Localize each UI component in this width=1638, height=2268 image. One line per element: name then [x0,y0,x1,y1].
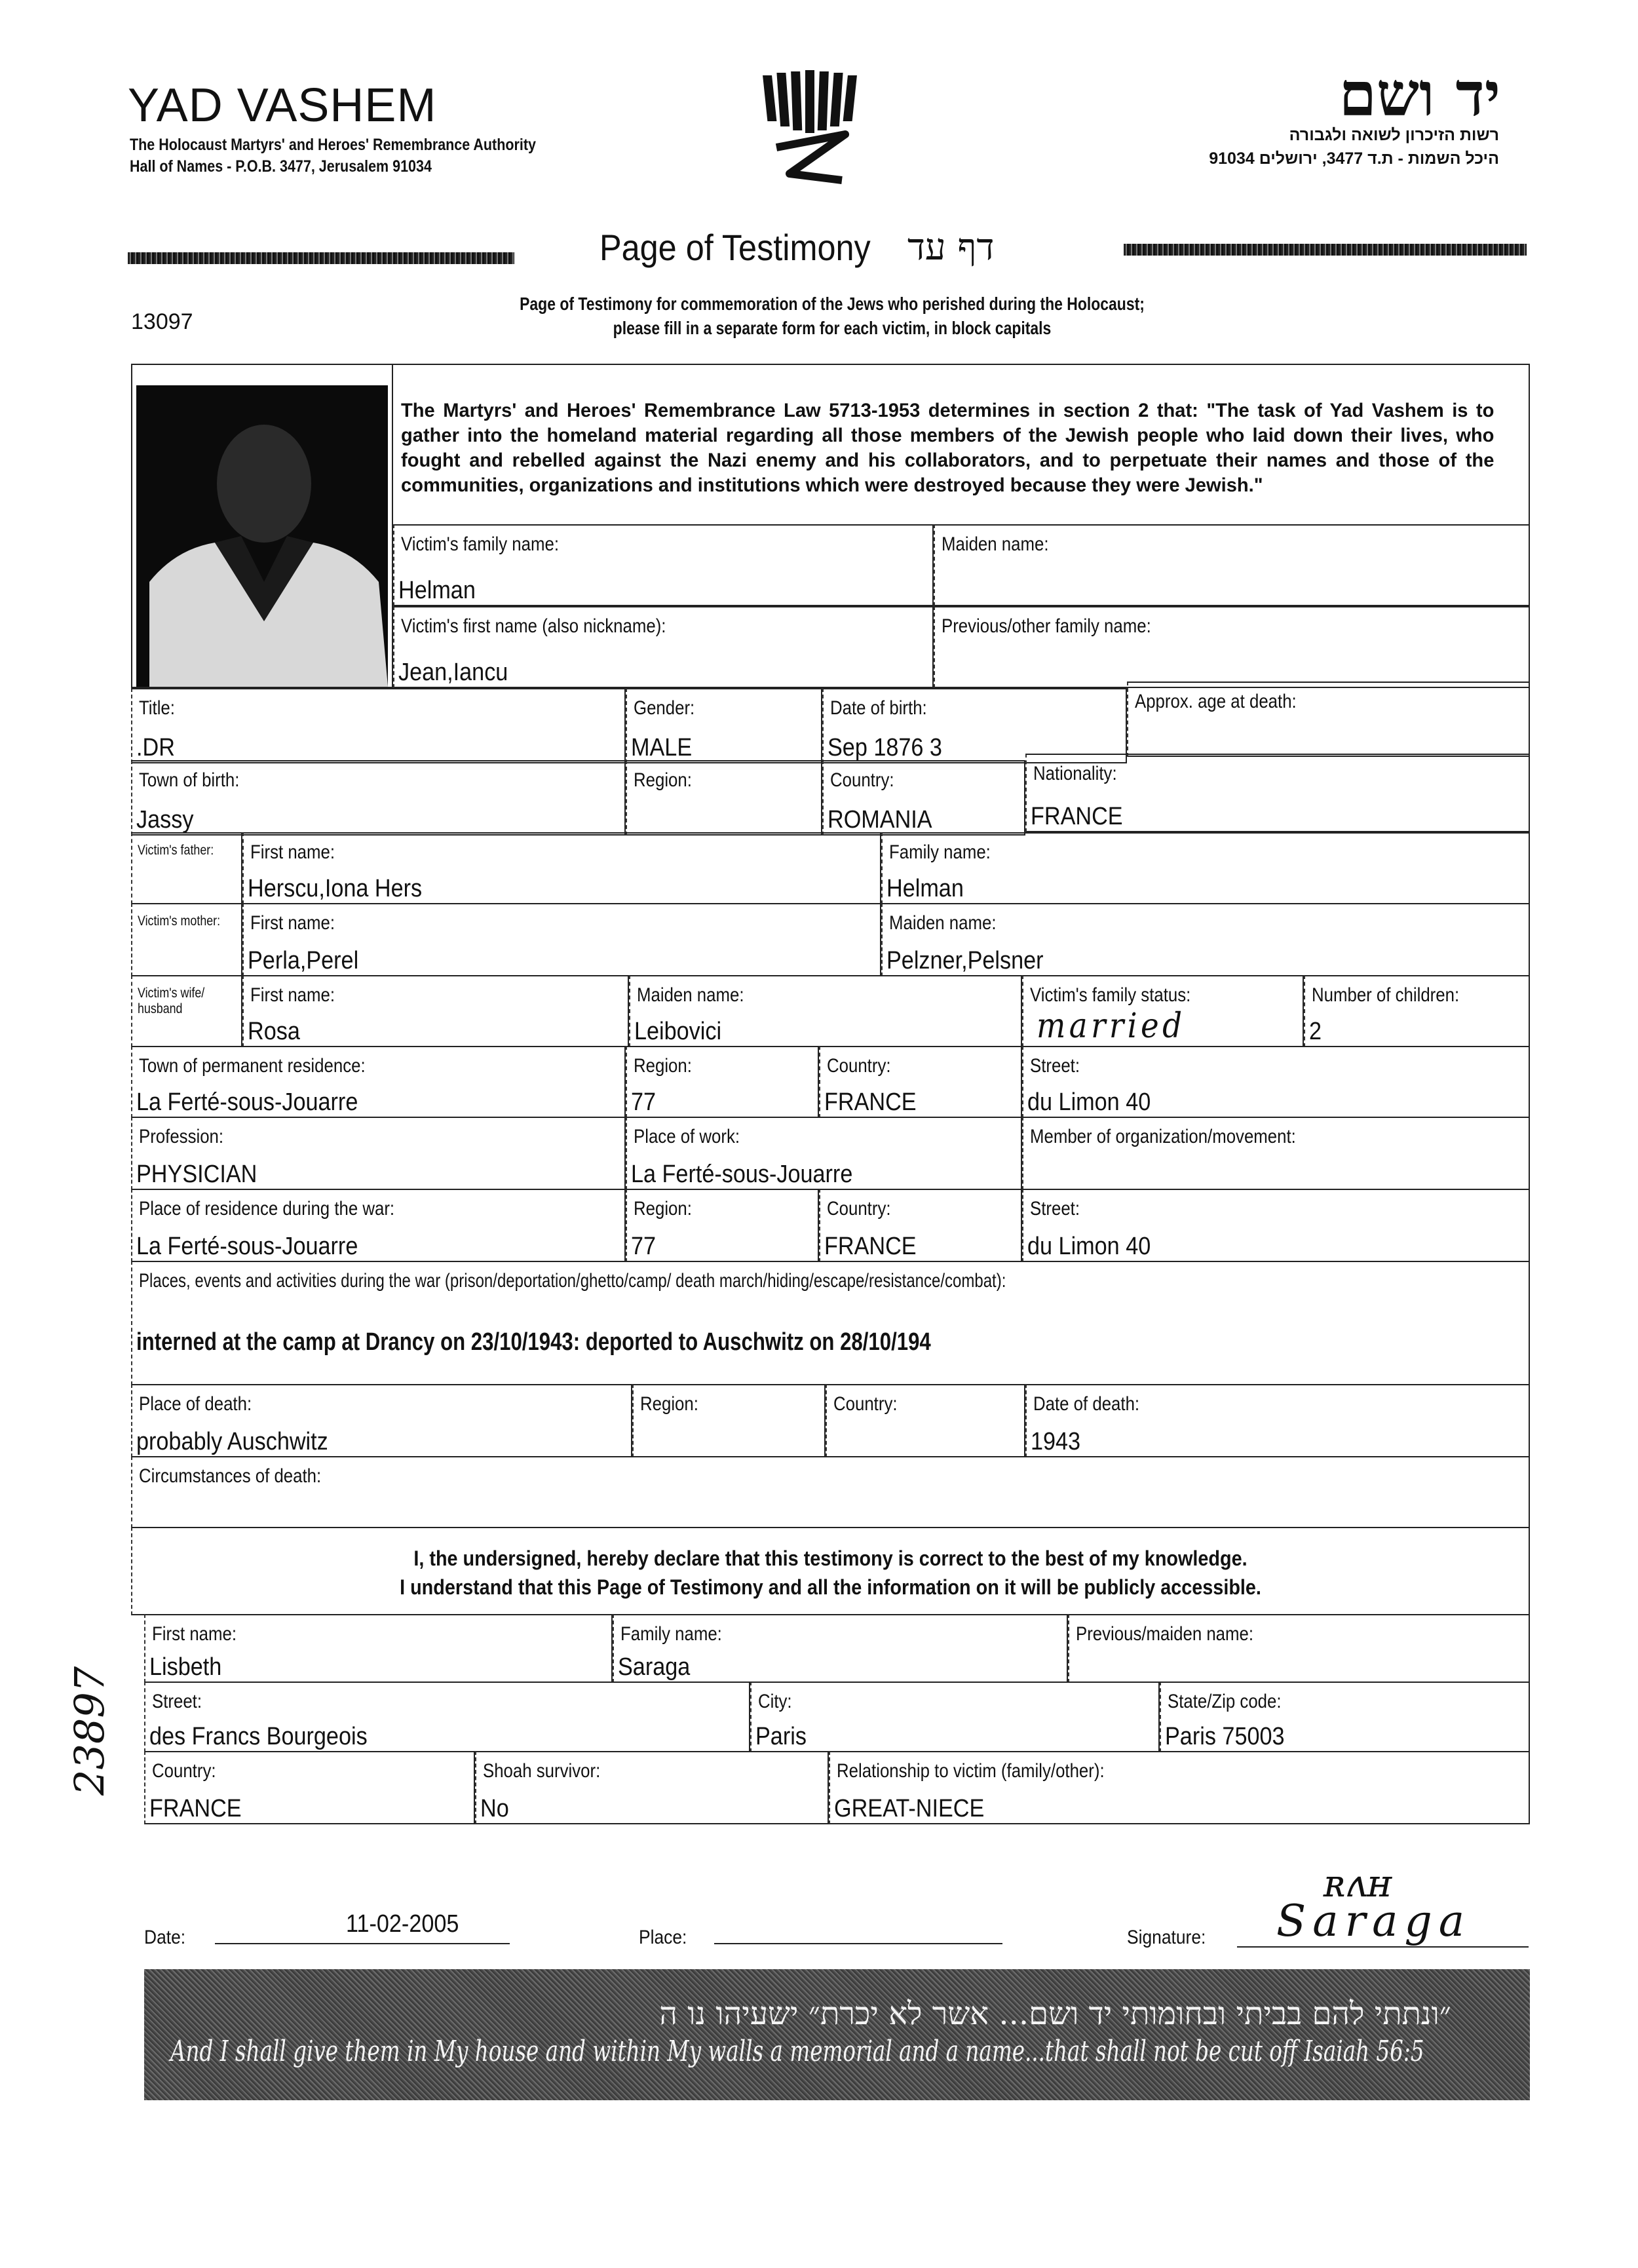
form-instructions-line1: Page of Testimony for commemoration of the Jews who perished during the Holocaust; [520,294,1145,314]
death-region-field[interactable] [632,1384,826,1457]
field-value: No [480,1795,509,1822]
field-label: Country: [833,1393,898,1415]
mother-first-name-field[interactable] [242,903,881,976]
spouse-side-label [131,975,242,1047]
place-label: Place: [639,1927,687,1948]
declaration-line2: I understand that this Page of Testimony and all the information on it will be publicly accessible. [400,1575,1261,1599]
field-value: FRANCE [1031,803,1123,830]
mother-maiden-name-field[interactable] [881,903,1530,976]
side-label: Victim's mother: [138,913,221,929]
field-value: FRANCE [824,1233,917,1260]
gender-field[interactable] [626,688,822,763]
field-label: Family name: [889,841,991,863]
field-label: Date of birth: [830,697,927,719]
field-label: Place of work: [634,1126,740,1147]
field-value: 77 [631,1233,657,1260]
field-value: .DR [136,734,175,761]
victim-family-name-field[interactable] [393,524,934,606]
war-residence-street-field[interactable] [1022,1189,1530,1262]
field-value: Saraga [618,1653,691,1681]
field-label: Country: [830,769,894,791]
field-label: Relationship to victim (family/other): [837,1760,1105,1782]
field-label: Victim's family name: [401,533,560,555]
signature-label: Signature: [1127,1927,1206,1948]
submitter-previous-name-field[interactable] [1068,1614,1530,1683]
approx-age-field[interactable] [1127,682,1530,757]
field-label: Region: [634,769,692,791]
field-value: Herscu,Iona Hers [248,875,423,902]
form-instructions-line2: please fill in a separate form for each victim, in block capitals [613,318,1052,338]
field-label: First name: [250,912,335,934]
mother-side-label [131,903,242,976]
field-label: Street: [1030,1055,1080,1077]
residence-town-field[interactable] [131,1046,626,1118]
side-label: Victim's wife/ husband [138,986,205,1016]
field-label: Nationality: [1033,763,1117,784]
field-label: Country: [827,1198,891,1220]
field-value: interned at the camp at Drancy on 23/10/1943: deported to Auschwitz on 28/10/194 [136,1328,931,1356]
field-label: Street: [1030,1198,1080,1220]
signature-annotation: ʀʌʜ [1324,1861,1393,1906]
place-of-death-field[interactable] [131,1384,632,1457]
father-first-name-field[interactable] [242,832,881,904]
field-label: Maiden name: [889,912,997,934]
victim-previous-name-field[interactable] [934,606,1530,688]
field-value: 77 [631,1088,657,1116]
circumstances-of-death-field[interactable] [131,1456,1530,1528]
field-label: First name: [250,841,335,863]
field-label: City: [758,1691,792,1712]
field-label: First name: [152,1623,237,1645]
page-title-hebrew: דף עד [907,226,995,269]
field-value: du Limon 40 [1027,1088,1151,1116]
submitter-first-name-field[interactable] [144,1614,613,1683]
org-name: YAD VASHEM [128,79,437,132]
field-value: Perla,Perel [248,947,359,974]
signature-value: Saraga [1276,1896,1472,1946]
field-value: Rosa [248,1018,300,1045]
birth-region-field[interactable] [626,760,822,836]
hebrew-org-address: היכל השמות - ת.ד 3477, ירושלים 91034 [1209,149,1499,168]
field-value: Paris [755,1723,807,1750]
field-value: Leibovici [634,1018,722,1045]
field-label: Region: [640,1393,698,1415]
field-label: Approx. age at death: [1135,691,1297,712]
place-of-work-field[interactable] [626,1117,1022,1190]
town-of-birth-field[interactable] [131,760,626,836]
org-address: Hall of Names - P.O.B. 3477, Jerusalem 91034 [130,157,432,176]
organization-field[interactable] [1022,1117,1530,1190]
war-residence-town-field[interactable] [131,1189,626,1262]
declaration-line1: I, the undersigned, hereby declare that this testimony is correct to the best of my knowledge. [413,1547,1248,1570]
footer-quote-band [144,1969,1530,2100]
footer-hebrew-quote: ״ונתתי להם בביתי ובחומותי יד ושם... אשר לא יכרת״ ישעיהו נו ה [659,1995,1451,2032]
war-events-field[interactable] [131,1261,1530,1385]
title-field[interactable] [131,688,626,763]
photo-frame [131,364,393,688]
field-value-handwritten: married [1037,1007,1186,1046]
family-status-field[interactable] [1022,975,1304,1047]
spouse-maiden-name-field[interactable] [629,975,1022,1047]
residence-region-field[interactable] [626,1046,819,1118]
nationality-field[interactable] [1025,754,1530,832]
field-label: Previous/other family name: [942,615,1151,637]
field-label: First name: [250,984,335,1006]
field-value: FRANCE [149,1795,242,1822]
field-value: des Francs Bourgeois [149,1723,368,1750]
field-label: Member of organization/movement: [1030,1126,1296,1147]
war-residence-country-field[interactable] [819,1189,1022,1262]
birth-country-field[interactable] [822,760,1025,836]
footer-english-quote: And I shall give them in My house and within My walls a memorial and a name...that shall not be cut off Isaiah 56:5 [170,2035,1424,2068]
field-value: La Ferté-sous-Jouarre [136,1088,358,1116]
field-value: 1943 [1031,1428,1081,1455]
date-value: 11-02-2005 [346,1910,459,1938]
death-country-field[interactable] [826,1384,1025,1457]
date-of-birth-field[interactable] [822,688,1127,763]
field-value: Helman [398,577,476,604]
field-value: Helman [886,875,964,902]
field-label: State/Zip code: [1168,1691,1282,1712]
law-citation-text: The Martyrs' and Heroes' Remembrance Law 5713-1953 determines in section 2 that: "The task of Yad Vashem is to gather into the homeland material regarding all those members of the Jewish people who laid down their lives, who fought and rebelled against the Nazi enemy and his collaborators, and to perpetuate their names and those of the communities, organizations and institutions which were destroyed because they were Jewish." [401,400,1495,496]
field-value: Lisbeth [149,1653,222,1681]
field-value: Jassy [136,806,194,834]
field-label: Victim's family status: [1030,984,1191,1006]
submitter-street-field[interactable] [144,1682,750,1752]
date-of-death-field[interactable] [1025,1384,1530,1457]
field-value: MALE [631,734,693,761]
date-field[interactable] [215,1910,510,1944]
relationship-field[interactable] [829,1751,1530,1824]
field-label: Shoah survivor: [483,1760,601,1782]
field-value: 2 [1309,1018,1322,1045]
menorah-logo-icon [750,69,868,187]
field-label: Places, events and activities during the war (prison/deportation/ghetto/camp/ death march/hiding/escape/resistance/combat): [139,1270,1006,1292]
submitter-country-field[interactable] [144,1751,475,1824]
date-label: Date: [144,1927,186,1948]
victim-maiden-name-field[interactable] [934,524,1530,606]
field-label: Victim's first name (also nickname): [401,615,666,637]
field-label: Country: [152,1760,216,1782]
war-residence-region-field[interactable] [626,1189,819,1262]
father-family-name-field[interactable] [881,832,1530,904]
field-value: La Ferté-sous-Jouarre [136,1233,358,1260]
field-value: Paris 75003 [1165,1723,1285,1750]
side-label: Victim's father: [138,843,214,858]
title-divider-right [1124,244,1527,256]
profession-field[interactable] [131,1117,626,1190]
field-label: Gender: [634,697,695,719]
signature-field[interactable] [1237,1896,1529,1948]
field-label: Place of death: [139,1393,252,1415]
field-label: Family name: [620,1623,722,1645]
field-label: Town of birth: [139,769,240,791]
field-label: Street: [152,1691,202,1712]
field-label: Profession: [139,1126,224,1147]
page-title: Page of Testimony [600,227,871,268]
field-value: Sep 1876 3 [828,734,942,761]
field-value: PHYSICIAN [136,1161,257,1188]
field-value: du Limon 40 [1027,1233,1151,1260]
hebrew-org-name: יד ושם [1339,59,1500,130]
place-field[interactable] [714,1910,1002,1944]
residence-street-field[interactable] [1022,1046,1530,1118]
field-value: Jean,Iancu [398,659,508,686]
field-label: Region: [634,1198,692,1220]
field-label: Place of residence during the war: [139,1198,395,1220]
submitter-zip-field[interactable] [1160,1682,1530,1752]
field-label: Country: [827,1055,891,1077]
hebrew-org-subtitle: רשות הזיכרון לשואה ולגבורה [1289,126,1499,144]
field-value: probably Auschwitz [136,1428,328,1455]
document-number: 13097 [131,309,193,334]
residence-country-field[interactable] [819,1046,1022,1118]
handwritten-margin-number: 23897 [66,1666,113,1796]
spouse-first-name-field[interactable] [242,975,629,1047]
shoah-survivor-field[interactable] [475,1751,829,1824]
submitter-city-field[interactable] [750,1682,1160,1752]
field-label: Circumstances of death: [139,1465,322,1487]
field-value: FRANCE [824,1088,917,1116]
field-value: La Ferté-sous-Jouarre [631,1161,853,1188]
field-label: Region: [634,1055,692,1077]
field-label: Previous/maiden name: [1076,1623,1254,1645]
title-divider-left [128,252,514,264]
children-count-field[interactable] [1304,975,1530,1047]
declaration-box [131,1527,1530,1615]
org-subtitle: The Holocaust Martyrs' and Heroes' Remembrance Authority [130,136,536,154]
field-label: Title: [139,697,175,719]
father-side-label [131,832,242,904]
field-label: Town of permanent residence: [139,1055,366,1077]
victim-first-name-field[interactable] [393,606,934,688]
field-value: GREAT-NIECE [834,1795,985,1822]
field-label: Number of children: [1312,984,1460,1006]
field-value: ROMANIA [828,806,932,834]
submitter-family-name-field[interactable] [613,1614,1068,1683]
field-value: Pelzner,Pelsner [886,947,1044,974]
field-label: Date of death: [1033,1393,1140,1415]
field-label: Maiden name: [637,984,744,1006]
field-label: Maiden name: [942,533,1049,555]
